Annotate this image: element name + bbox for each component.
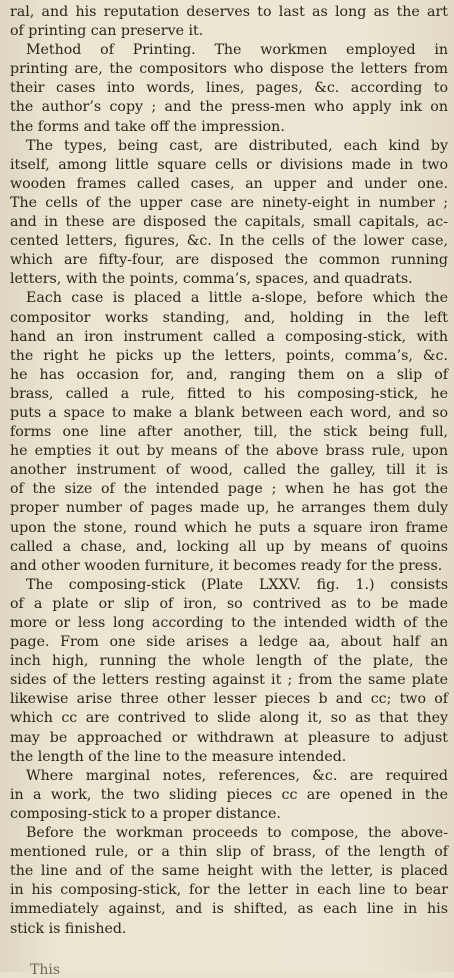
text-line: letters, with the points, comma’s, spaces, and quadrats. [10, 271, 413, 288]
text-line: compositor works standing, and, holding in the left [10, 309, 448, 326]
text-line: and in these are disposed the capitals, small capitals, ac- [10, 214, 448, 231]
text-line: immediately against, and is shifted, as each line in his [10, 901, 448, 918]
text-line: called a chase, and, locking all up by means of quoins [10, 538, 448, 555]
text-line: composing-stick to a proper distance. [10, 805, 281, 822]
text-line: puts a space to make a blank between each word, and so [10, 404, 448, 421]
text-line: itself, among little square cells or divisions made in two [10, 156, 448, 173]
text-line: ral, and his reputation deserves to last as long as the art [10, 4, 448, 20]
text-line: and other wooden furniture, it becomes ready for the press. [10, 557, 443, 574]
text-line: sides of the letters resting against it ; from the same plate [10, 672, 448, 689]
text-line: which are fifty-four, are disposed the common running [10, 252, 448, 269]
paragraph [10, 41, 448, 136]
text-line: forms one line after another, till, the stick being full, [10, 424, 448, 441]
text-line: the line and of the same height with the letter, is placed [10, 863, 448, 880]
paragraph [10, 289, 448, 575]
text-line: The composing-stick (Plate LXXV. fig. 1.) consists [26, 576, 448, 593]
text-line: proper number of pages made up, he arranges them duly [10, 500, 448, 517]
text-line: brass, called a rule, fitted to his composing-stick, he [10, 385, 448, 402]
text-line: he has occasion for, and, ranging them on a slip of [10, 366, 448, 383]
text-line: of a plate or slip of iron, so contrived as to be made [10, 595, 448, 612]
text-line: may be approached or withdrawn at pleasure to adjust [10, 729, 448, 746]
text-line: cented letters, figures, &c. In the cells of the lower case, [10, 233, 448, 250]
next-line-fragment: This [30, 962, 61, 978]
text-line: the author’s copy ; and the press-men who apply ink on [10, 99, 448, 116]
text-line: of the size of the intended page ; when he has got the [10, 481, 448, 498]
text-line: another instrument of wood, called the galley, till it is [10, 462, 448, 479]
text-line: printing are, the compositors who dispose the letters from [10, 61, 448, 78]
text-line: he empties it out by means of the above brass rule, upon [10, 443, 448, 460]
text-line: inch high, running the whole length of the plate, the [10, 653, 448, 670]
text-line: their cases into words, lines, pages, &c. according to [10, 80, 448, 97]
text-line: stick is finished. [10, 920, 127, 937]
text-line: the forms and take off the impression. [10, 118, 285, 135]
text-line: which cc are contrived to slide along it, so as that they [10, 710, 448, 727]
text-line: more or less long according to the intended width of the [10, 615, 448, 631]
text-line: The types, being cast, are distributed, each kind by [26, 137, 448, 154]
text-line: of printing can preserve it. [10, 23, 204, 40]
paragraph [10, 767, 448, 824]
text-line: Method of Printing. The workmen employed in [26, 42, 448, 59]
text-line: the length of the line to the measure intended. [10, 748, 347, 765]
paragraph [10, 576, 448, 767]
paragraph [10, 137, 448, 290]
text-line: Each case is placed a little a-slope, before which the [26, 290, 448, 307]
text-line: in a work, the two sliding pieces cc are opened in the [10, 786, 448, 803]
page-text [10, 3, 448, 939]
text-line: upon the stone, round which he puts a square iron frame [10, 519, 448, 536]
text-line: likewise arise three other lesser pieces b and cc; two of [10, 691, 448, 708]
text-line: The cells of the upper case are ninety-eight in number ; [10, 194, 448, 211]
text-line: in his composing-stick, for the letter in each line to bear [10, 882, 448, 899]
text-line: page. From one side arises a ledge aa, about half an [10, 634, 448, 651]
text-line: Where marginal notes, references, &c. are required [26, 767, 448, 784]
text-line: the right he picks up the letters, points, comma’s, &c. [10, 347, 448, 364]
text-line: mentioned rule, or a thin slip of brass, of the length of [10, 844, 448, 861]
text-line: Before the workman proceeds to compose, the above- [26, 825, 448, 842]
paragraph [10, 3, 448, 41]
paragraph [10, 824, 448, 939]
text-line: wooden frames called cases, an upper and under one. [10, 175, 448, 192]
text-line: hand an iron instrument called a composing-stick, with [10, 328, 448, 345]
